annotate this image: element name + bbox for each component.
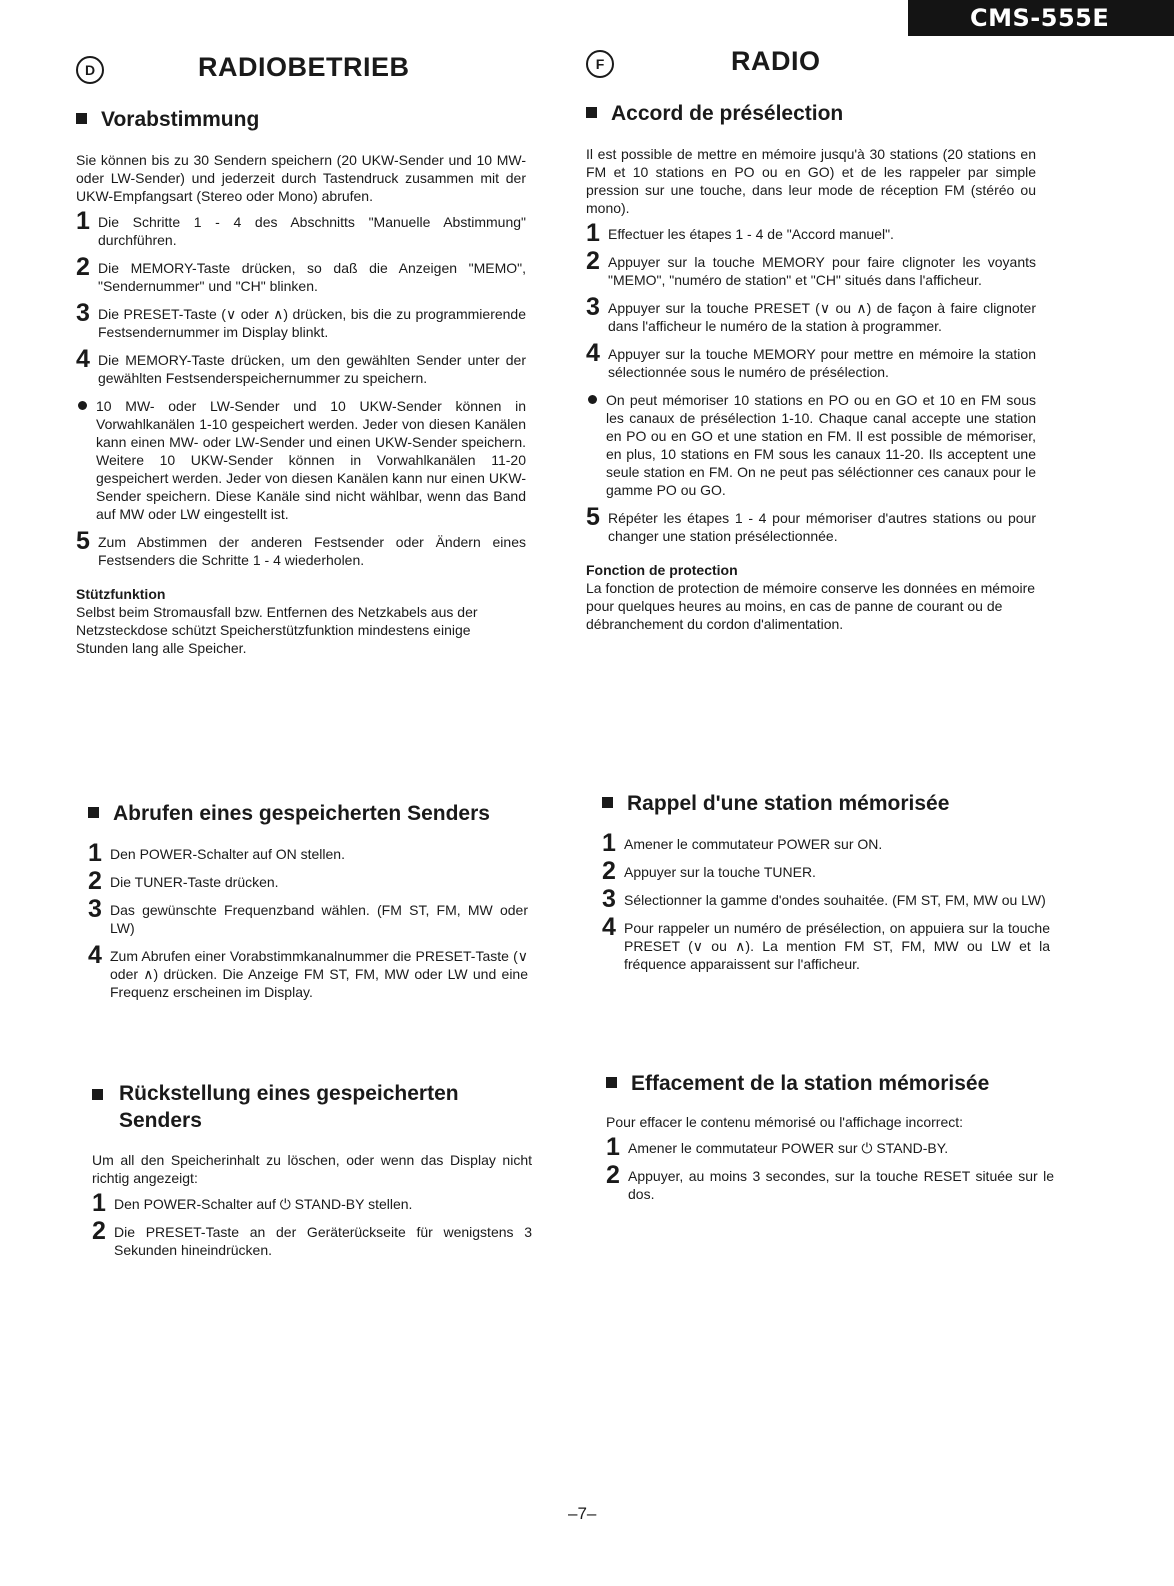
step-item: 4 Appuyer sur la touche MEMORY pour mettre en mémoire la station sélectionnée sous le numéro de présélection. xyxy=(586,339,1036,381)
step-item: 5 Zum Abstimmen der anderen Festsender oder Ändern eines Festsenders die Schritte 1 - 4 wiederholen. xyxy=(76,527,526,569)
step-item: 3 Die PRESET-Taste (∨ oder ∧) drücken, bis die zu programmierende Festsendernummer im Display blinkt. xyxy=(76,299,526,341)
step-item: 1 Den POWER-Schalter auf ⏻ STAND-BY stellen. xyxy=(92,1188,413,1217)
intro-paragraph: Il est possible de mettre en mémoire jusqu'à 30 stations (20 stations en FM et 10 stations en PO ou en GO) et de les rappeler par simple pression sur une touche, dans leur mode de réception FM (stéréo ou mono). xyxy=(586,146,1036,217)
step-item: 2 Appuyer sur la touche TUNER. xyxy=(602,857,816,886)
bullet-dot-icon xyxy=(588,395,597,404)
step-item: 5 Répéter les étapes 1 - 4 pour mémoriser d'autres stations ou pour changer une station présélectionnée. xyxy=(586,503,1036,545)
section-heading: Effacement de la station mémorisée xyxy=(606,1070,1054,1097)
german-recall-section xyxy=(88,800,528,1011)
model-tag xyxy=(908,0,1174,36)
german-header xyxy=(76,52,526,92)
square-bullet-icon xyxy=(92,1089,103,1100)
square-bullet-icon xyxy=(606,1077,617,1088)
step-item: 1 Amener le commutateur POWER sur ⏻ STAND-BY. xyxy=(606,1133,949,1162)
step-item: 1 Die Schritte 1 - 4 des Abschnitts "Manuelle Abstimmung" durchführen. xyxy=(76,207,526,249)
backup-title: Fonction de protection xyxy=(586,562,738,579)
step-item: 2 Die MEMORY-Taste drücken, so daß die Anzeigen "MEMO", "Sendernummer" und "CH" blinken. xyxy=(76,253,526,295)
backup-text: Selbst beim Stromausfall bzw. Entfernen des Netzkabels aus der Netzsteckdose schützt Speicherstützfunktion mindestens einige Stunden lang alle Speicher. xyxy=(76,604,478,657)
step-item: 1 Den POWER-Schalter auf ON stellen. xyxy=(88,839,345,868)
german-preset-section xyxy=(76,52,526,657)
french-recall-section xyxy=(602,790,1050,983)
model-number: CMS-555E xyxy=(970,4,1110,32)
step-item: 2 Die TUNER-Taste drücken. xyxy=(88,867,279,896)
german-reset-section xyxy=(92,1080,532,1269)
bullet-dot-icon xyxy=(78,401,87,410)
intro-paragraph: Um all den Speicherinhalt zu löschen, oder wenn das Display nicht richtig angezeigt: xyxy=(92,1151,532,1186)
step-item: 2 Appuyer sur la touche MEMORY pour faire clignoter les voyants "MEMO", "numéro de station" et "CH" situés dans l'afficheur. xyxy=(586,247,1036,289)
step-item: 1 Effectuer les étapes 1 - 4 de "Accord manuel". xyxy=(586,219,894,248)
section-heading: Rückstellung eines gespeicherten Senders xyxy=(92,1080,532,1135)
section-heading: Accord de présélection xyxy=(586,100,1036,127)
step-item: 4 Die MEMORY-Taste drücken, um den gewählten Sender unter der gewählten Festsenderspeichernummer zu speichern. xyxy=(76,345,526,387)
step-item: 2 Appuyer, au moins 3 secondes, sur la touche RESET située sur le dos. xyxy=(606,1161,1054,1203)
language-d-icon: D xyxy=(76,56,104,84)
note-bullet: 10 MW- oder LW-Sender und 10 UKW-Sender können in Vorwahlkanälen 1-10 gespeichert werden. Jeder von diesen Kanälen kann einen MW- oder LW-Sender und einen UKW-Sender speichern. Weitere 10 UKW-Sender können in Vorwahlkanälen 11-20 gespeichert werden. Jeder von diesen Kanälen kann nur einen UKW-Sender speichern. Diese Kanäle sind nicht wählbar, wenn das Band auf MW oder LW eingestellt ist. xyxy=(76,397,526,523)
section-heading: Vorabstimmung xyxy=(76,106,526,133)
page-title-french: RADIO xyxy=(731,46,821,76)
section-heading: Rappel d'une station mémorisée xyxy=(602,790,1050,817)
language-f-icon: F xyxy=(586,50,614,78)
page-title-german: RADIOBETRIEB xyxy=(198,52,410,82)
intro-paragraph: Pour effacer le contenu mémorisé ou l'affichage incorrect: xyxy=(606,1114,964,1131)
section-heading: Abrufen eines gespeicherten Senders xyxy=(88,800,528,827)
intro-paragraph: Sie können bis zu 30 Sendern speichern (20 UKW-Sender und 10 MW- oder LW-Sender) und jederzeit durch Tastendruck zusammen mit der UKW-Empfangsart (Stereo oder Mono) abrufen. xyxy=(76,152,526,205)
square-bullet-icon xyxy=(602,797,613,808)
square-bullet-icon xyxy=(586,107,597,118)
note-bullet: On peut mémoriser 10 stations en PO ou en GO et 10 en FM sous les canaux de présélection 1-10. Chaque canal accepte une station en PO ou en GO et une station en FM. Il est possible de mémoriser, en plus, 10 stations en FM sous les canaux 11-20. Ils acceptent une seule station en FM. On ne peut pas séléctionner ces canaux pour le gamme PO ou GO. xyxy=(586,391,1036,499)
step-item: 2 Die PRESET-Taste an der Geräterückseite für wenigstens 3 Sekunden hineindrücken. xyxy=(92,1216,532,1258)
step-item: 4 Pour rappeler un numéro de présélection, on appuiera sur la touche PRESET (∨ ou ∧). La mention FM ST, FM, MW ou LW et la fréquence apparaissent sur l'afficheur. xyxy=(602,913,1050,973)
backup-text: La fonction de protection de mémoire conserve les données en mémoire pour quelques heures au moins, en cas de panne de courant ou de débranchement du cordon d'alimentation. xyxy=(586,580,1036,633)
step-item: 3 Appuyer sur la touche PRESET (∨ ou ∧) de façon à faire clignoter dans l'afficheur le numéro de la station à programmer. xyxy=(586,293,1036,335)
step-item: 3 Das gewünschte Frequenzband wählen. (FM ST, FM, MW oder LW) xyxy=(88,895,528,937)
step-item: 1 Amener le commutateur POWER sur ON. xyxy=(602,829,883,858)
french-preset-section xyxy=(586,46,1036,633)
page-number: –7– xyxy=(568,1504,597,1523)
square-bullet-icon xyxy=(88,807,99,818)
backup-title: Stützfunktion xyxy=(76,586,166,603)
french-header xyxy=(586,46,1036,86)
square-bullet-icon xyxy=(76,113,87,124)
french-reset-section xyxy=(606,1070,1054,1213)
step-item: 3 Sélectionner la gamme d'ondes souhaitée. (FM ST, FM, MW ou LW) xyxy=(602,885,1046,914)
step-item: 4 Zum Abrufen einer Vorabstimmkanalnummer die PRESET-Taste (∨ oder ∧) drücken. Die Anzeige FM ST, FM, MW oder LW und eine Frequenz erscheinen im Display. xyxy=(88,941,528,1001)
